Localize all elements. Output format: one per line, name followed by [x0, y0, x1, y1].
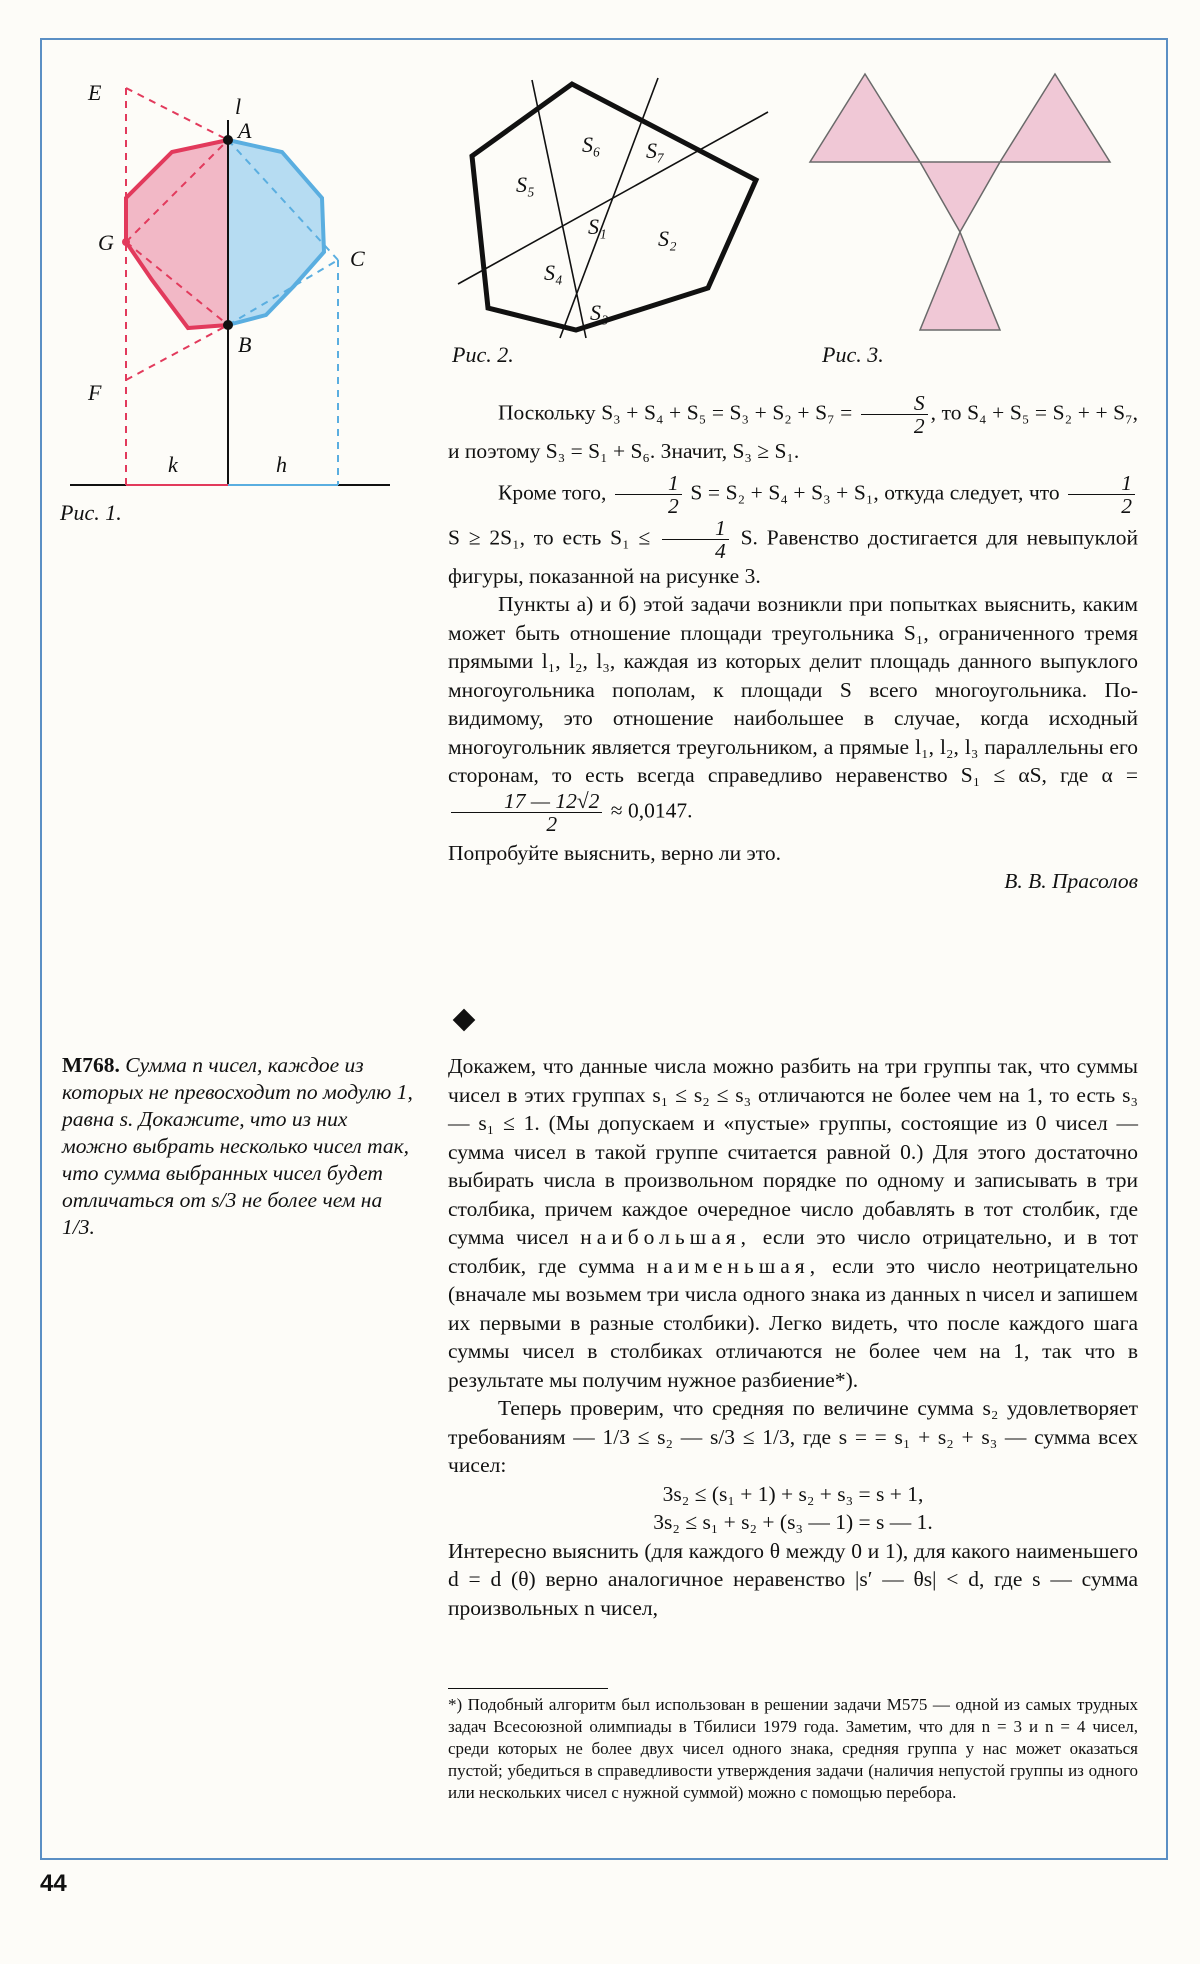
equation-2: 3s₂ ≤ s₁ + s₂ + (s₃ — 1) = s — 1. [653, 1510, 933, 1534]
solution-p2: Кроме того, $\frac{1}{2}$ S = S₂ + S₄ + S₃ + S₁, откуда следует, что $\frac{1}{2}$ S ≥ 2S₁, то есть S₁ ≤ $\frac{1}{4}$ S. Равенство достигается для невыпуклой фигуры, показанной на рисунке 3. [448, 470, 1139, 588]
label-F: F [88, 380, 102, 405]
label-s6: S₆ [582, 132, 601, 157]
fraction-1-4: $\frac{1}{4}$ [662, 517, 729, 562]
triangle-left [810, 74, 920, 162]
label-C: C [350, 246, 365, 271]
fraction-1-2b: $\frac{1}{2}$ [1068, 472, 1135, 517]
fig1-caption: Рис. 1. [60, 500, 122, 525]
label-k: k [168, 452, 178, 477]
pink-region [126, 140, 228, 328]
footnote: *) Подобный алгоритм был использован в решении задачи М575 — одной из самых трудных задач Всесоюзной олимпиады в Тбилиси 1979 года. Заметим, что для n = 3 и n = 4 чисел, среди которых не более двух чисел одного знака, средняя группа у нас может оказаться пустой; убедиться в справедливости утверждения задачи (наличия непустой группы из одного или нескольких чисел с нужной суммой) можно с помощью перебора. [448, 1695, 1138, 1802]
solution2-p3: Интересно выяснить (для каждого θ между 0 и 1), для какого наименьшего d = d (θ) верно аналогичное неравенство |s′ — θs| < d, где s — сумма произвольных n чисел, [448, 1538, 1138, 1620]
equation-1: 3s₂ ≤ (s₁ + 1) + s₂ + s₃ = s + 1, [662, 1481, 924, 1506]
figure-2 [448, 68, 778, 348]
label-E: E [88, 80, 102, 105]
label-h: h [276, 452, 287, 477]
solution2-p1: Докажем, что данные числа можно разбить на три группы так, что суммы чисел в этих группах s₁ ≤ s₂ ≤ s₃ отличаются не более чем на 1, то есть s₃ — s₁ ≤ 1. (Мы допускаем и «пустые» группы, состоящие из 0 чисел — сумма чисел в такой группе считается равной 0.) Для этого достаточно выбирать числа в произвольном порядке по одному и записывать в три столбика, причем каждое очередное число добавлять в тот столбик, где сумма чисел наибольшая, если это число отрицательно, и в тот столбик, где сумма наименьшая, если это число неотрицательно (вначале мы возьмем три числа одного знака из данных n чисел и запишем их первыми в разные столбики). Легко видеть, что после каждого шага суммы чисел в столбиках отличаются не более чем на 1, так что в результате мы получим нужное разбиение*). [448, 1054, 1139, 1392]
label-G: G [98, 230, 114, 255]
label-s5: S₅ [516, 172, 535, 197]
problem-number: М768. [62, 1053, 120, 1077]
label-s7: S₇ [646, 138, 665, 163]
label-B: B [238, 332, 252, 357]
label-s2: S₂ [658, 226, 677, 251]
pentagon [472, 84, 756, 330]
triangle-right [1000, 74, 1110, 162]
author: В. В. Прасолов [1004, 869, 1138, 893]
fig3-caption: Рис. 3. [822, 342, 884, 367]
point-G [122, 238, 130, 246]
figure-3 [805, 68, 1125, 338]
label-s1: S₁ [588, 214, 607, 239]
label-l: l [235, 94, 242, 119]
fraction-alpha: $\frac{17 — 12√2}{2}$ [451, 790, 602, 835]
solution-text [448, 392, 1138, 896]
fig2-caption: Рис. 2. [452, 342, 514, 367]
triangle-middle [920, 162, 1000, 232]
point-A [223, 135, 233, 145]
spaced-word-1: наибольшая, [580, 1225, 752, 1249]
triangle-bottom [920, 232, 1000, 330]
solution2-text [448, 1052, 1138, 1622]
problem-m768 [62, 1052, 417, 1241]
label-A: A [238, 118, 252, 143]
solution-p3: Пункты а) и б) этой задачи возникли при попытках выяснить, каким может быть отношение площади треугольника S₁, ограниченного тремя прямыми l₁, l₂, l₃, каждая из которых делит площадь данного выпуклого многоугольника пополам, к площади S всего многоугольника. По-видимому, это отношение наибольшее в случае, когда исходный многоугольник является треугольником, а прямые l₁, l₂, l₃ параллельны его сторонам, то есть всегда справедливо неравенство S₁ ≤ αS, где α = $\frac{17 — 12√2}{2}$ ≈ 0,0147. [448, 592, 1138, 836]
spaced-word-2: наименьшая, [646, 1253, 821, 1278]
label-s3: S₃ [590, 300, 609, 325]
label-s4: S₄ [544, 260, 563, 285]
figure-1 [70, 80, 390, 500]
problem-text: Сумма n чисел, каждое из которых не превосходит по модулю 1, равна s. Докажите, что из них можно выбрать несколько чисел так, что сумма выбранных чисел будет отличаться от s/3 не более чем на 1/3. [62, 1053, 413, 1239]
footnote-rule [448, 1688, 608, 1689]
fraction-s-2: $\frac{S}{2}$ [861, 392, 928, 437]
point-B [223, 320, 233, 330]
solution-p4: Попробуйте выяснить, верно ли это. [448, 840, 781, 865]
solution2-p2: Теперь проверим, что средняя по величине сумма s₂ удовлетворяет требованиям — 1/3 ≤ s₂ — s/3 ≤ 1/3, где s = = s₁ + s₂ + s₃ — сумма всех чисел: [448, 1396, 1138, 1477]
solution-p1: Поскольку S₃ + S₄ + S₅ = S₃ + S₂ + S₇ = $\frac{S}{2}$ , то S₄ + S₅ = S₂ + + S₇, и поэтому S₃ = S₁ + S₆. Значит, S₃ ≥ S₁. [448, 391, 1138, 463]
fraction-1-2: $\frac{1}{2}$ [615, 472, 682, 517]
page-number: 44 [40, 1870, 67, 1897]
